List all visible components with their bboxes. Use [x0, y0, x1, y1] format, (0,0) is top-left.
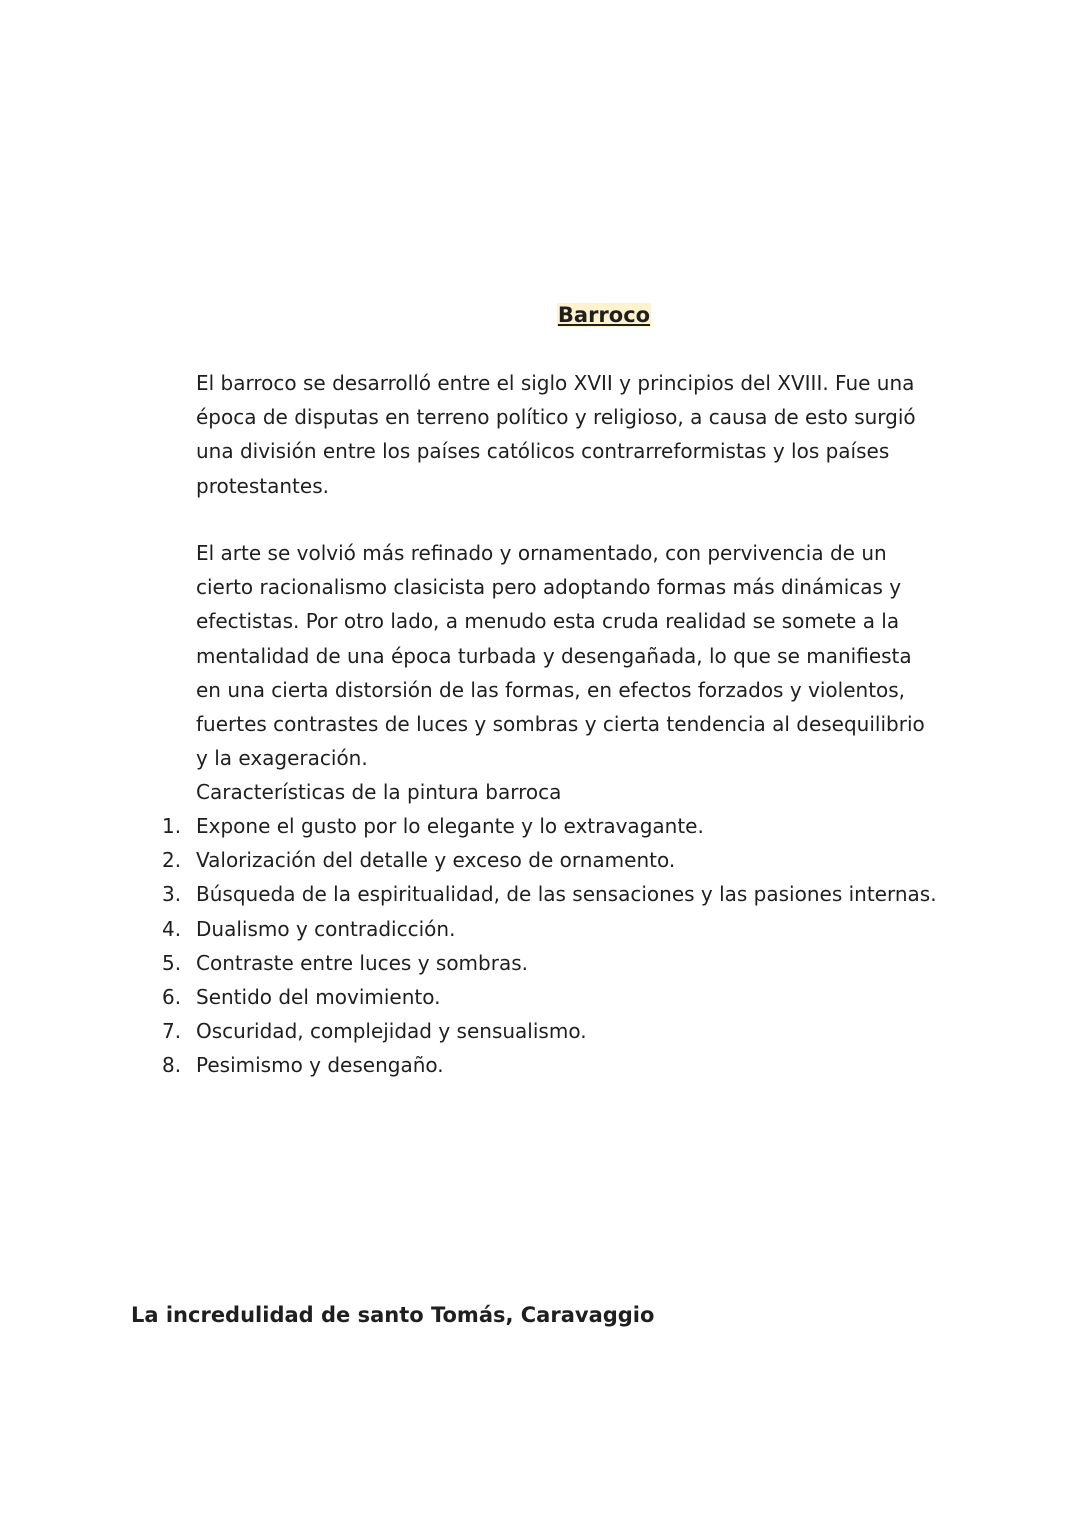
document-title	[0, 300, 1080, 330]
paragraph-intro: El barroco se desarrolló entre el siglo XVII y principios del XVIII. Fue una época de disputas en terreno político y religioso, a causa de esto surgió una división entre los países católicos contrarreformistas y los países protestantes.	[196, 371, 916, 498]
list-item	[0, 980, 937, 1014]
list-number: 6.	[162, 985, 182, 1010]
list-item-text: Oscuridad, complejidad y sensualismo.	[196, 1019, 587, 1044]
list-item	[0, 877, 937, 911]
list-item-text: Expone el gusto por lo elegante y lo extravagante.	[196, 814, 704, 838]
figure-caption: La incredulidad de santo Tomás, Caravaggio	[131, 1303, 655, 1327]
list-number: 8.	[162, 1053, 182, 1078]
list-item-text: Sentido del movimiento.	[196, 985, 441, 1010]
list-item	[0, 809, 937, 843]
list-number: 2.	[162, 848, 182, 873]
list-item-text: Valorización del detalle y exceso de ornamento.	[196, 848, 676, 873]
paragraph-art: El arte se volvió más refinado y ornamentado, con pervivencia de un cierto racionalismo clasicista pero adoptando formas más dinámicas y efectistas. Por otro lado, a menudo esta cruda realidad se somete a la mentalidad de una época turbada y desengañada, lo que se manifiesta en una cierta distorsión de las formas, en efectos forzados y violentos, fuertes contrastes de luces y sombras y cierta tendencia al desequilibrio y la exageración.	[196, 541, 925, 771]
characteristics-list	[0, 809, 937, 1083]
list-item	[0, 946, 937, 980]
list-number: 4.	[162, 916, 182, 941]
list-item	[0, 1048, 937, 1082]
list-number: 7.	[162, 1019, 182, 1044]
list-heading: Características de la pintura barroca	[196, 780, 562, 804]
list-item-text: Dualismo y contradicción.	[196, 916, 456, 941]
list-item-text: Búsqueda de la espiritualidad, de las sensaciones y las pasiones internas.	[196, 882, 937, 907]
list-item	[0, 1014, 937, 1048]
list-item-text: Pesimismo y desengaño.	[196, 1053, 444, 1078]
list-number: 1.	[162, 814, 182, 838]
list-number: 3.	[162, 882, 182, 907]
title-text: Barroco	[557, 303, 651, 327]
list-item-text: Contraste entre luces y sombras.	[196, 950, 528, 975]
list-number: 5.	[162, 950, 182, 975]
list-item	[0, 843, 937, 877]
list-item	[0, 912, 937, 946]
